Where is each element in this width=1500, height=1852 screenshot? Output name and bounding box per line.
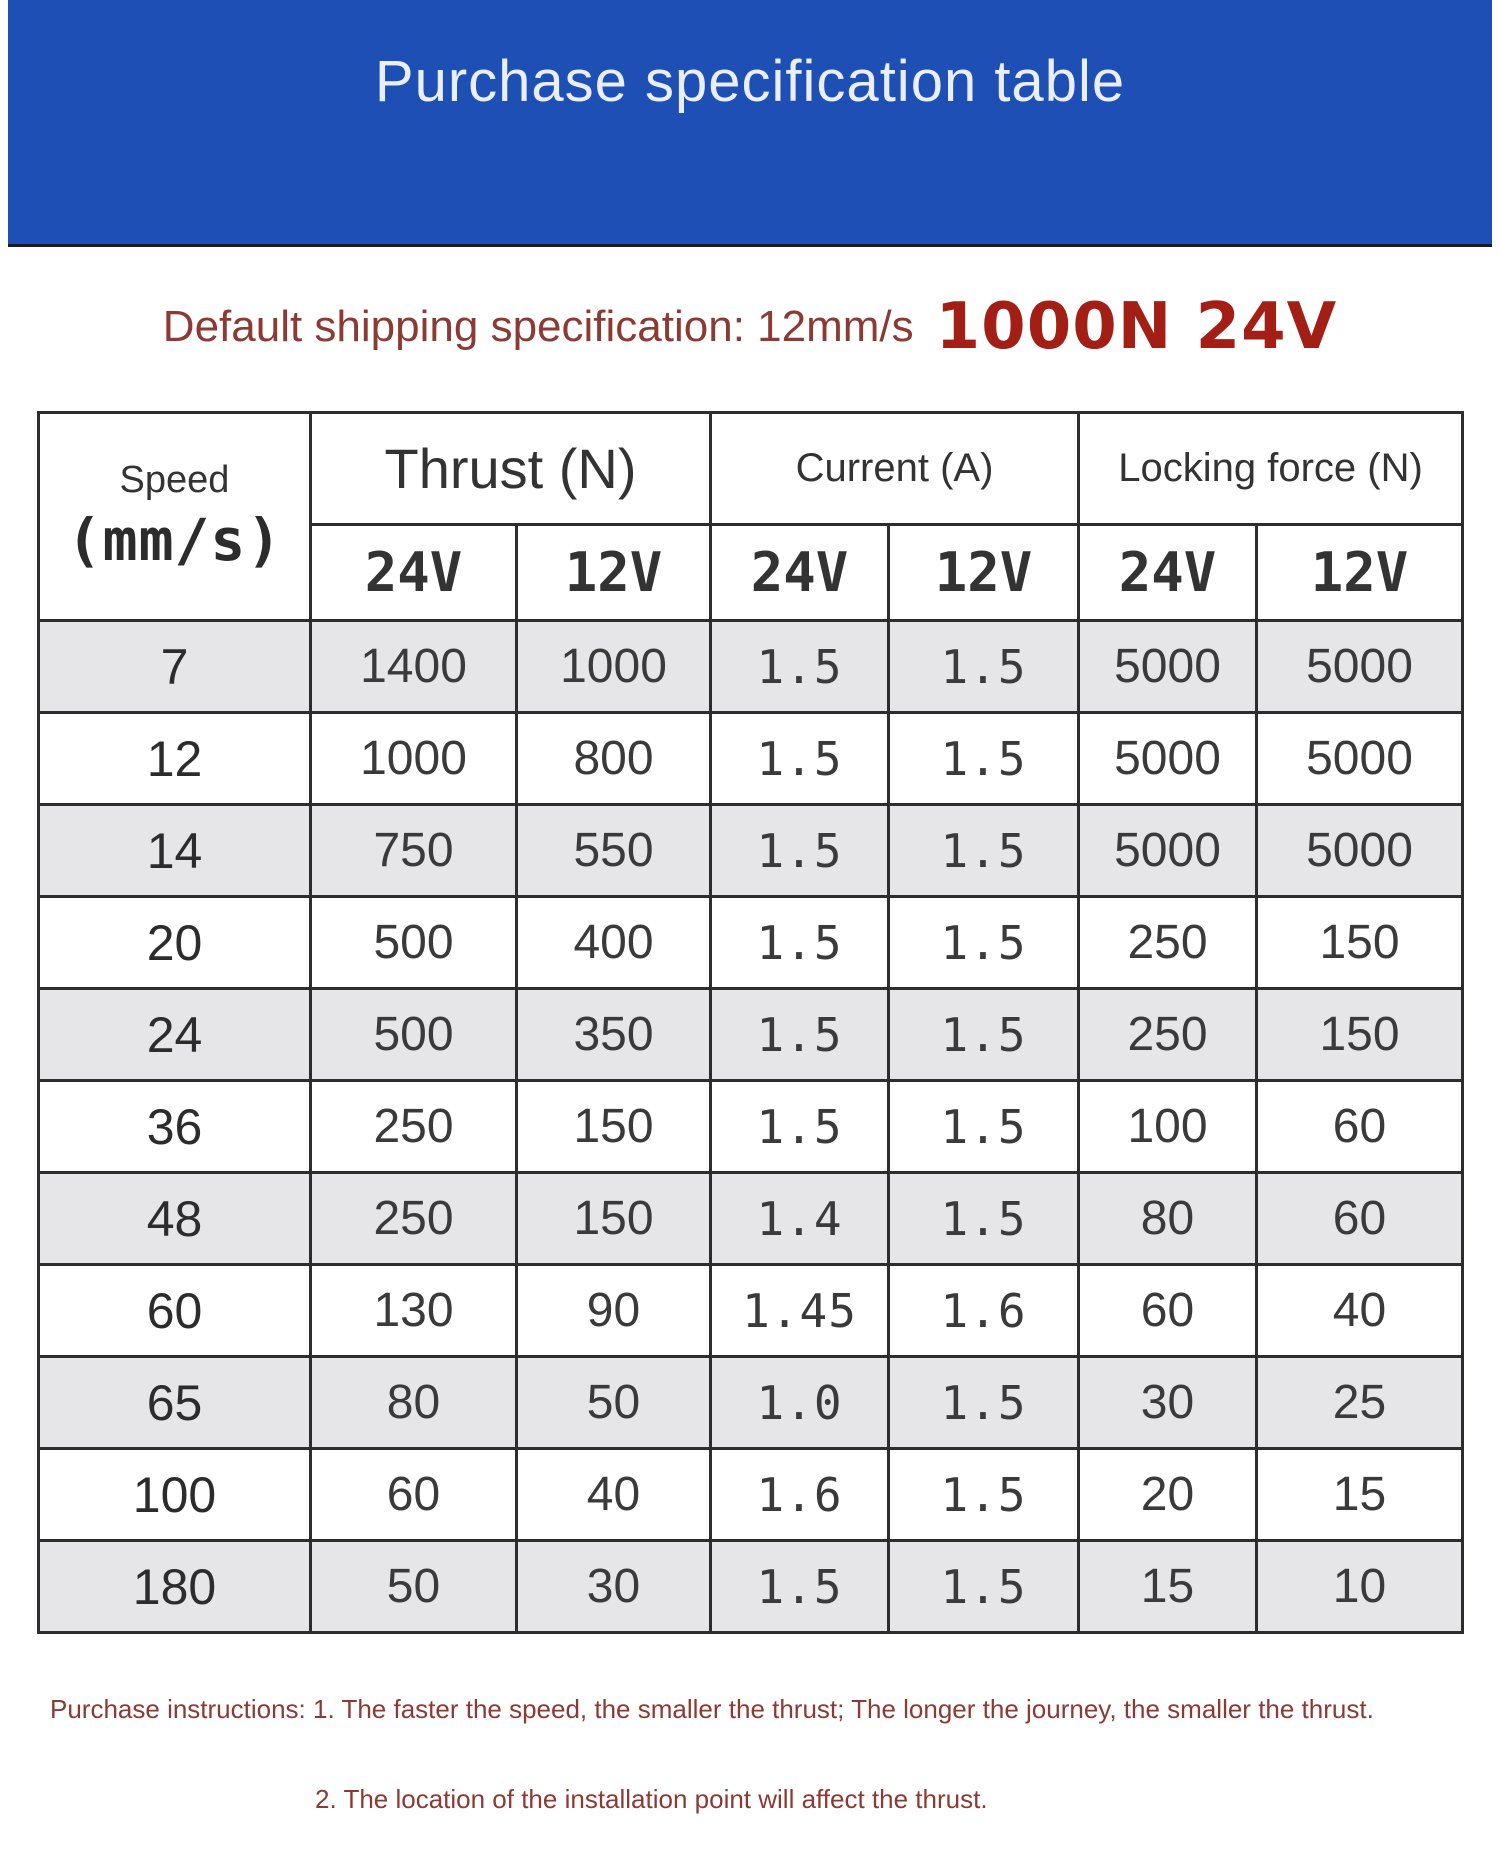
speed-header-label: Speed [119, 459, 230, 501]
locking-24v-cell: 5000 [1079, 621, 1257, 713]
thrust-12v-cell: 400 [517, 897, 711, 989]
speed-column-header [39, 413, 311, 621]
default-spec-highlight: 1000N 24V [935, 290, 1338, 364]
thrust-24v-cell: 250 [311, 1081, 517, 1173]
current-12v-cell: 1.5 [889, 805, 1079, 897]
speed-cell: 65 [39, 1357, 311, 1449]
locking-12v-cell: 15 [1257, 1449, 1463, 1541]
current-12v-cell: 1.5 [889, 713, 1079, 805]
current-12v-cell: 1.5 [889, 989, 1079, 1081]
current-12v-cell: 1.5 [889, 897, 1079, 989]
thrust-24v-header: 24V [311, 525, 517, 621]
locking-12v-cell: 60 [1257, 1173, 1463, 1265]
table-row [39, 713, 1463, 805]
locking-12v-cell: 10 [1257, 1541, 1463, 1633]
table-row [39, 1449, 1463, 1541]
locking-24v-cell: 250 [1079, 897, 1257, 989]
page-title: Purchase specification table [374, 49, 1126, 114]
locking-24v-cell: 60 [1079, 1265, 1257, 1357]
speed-cell: 12 [39, 713, 311, 805]
current-12v-cell: 1.5 [889, 1357, 1079, 1449]
locking-12v-cell: 40 [1257, 1265, 1463, 1357]
locking-24v-header: 24V [1079, 525, 1257, 621]
speed-cell: 36 [39, 1081, 311, 1173]
current-24v-cell: 1.5 [711, 621, 889, 713]
speed-cell: 60 [39, 1265, 311, 1357]
current-24v-cell: 1.5 [711, 1081, 889, 1173]
current-24v-cell: 1.4 [711, 1173, 889, 1265]
table-row [39, 1081, 1463, 1173]
locking-12v-cell: 5000 [1257, 621, 1463, 713]
thrust-12v-cell: 800 [517, 713, 711, 805]
current-24v-header: 24V [711, 525, 889, 621]
current-24v-cell: 1.5 [711, 989, 889, 1081]
locking-force-header: Locking force (N) [1079, 413, 1463, 525]
thrust-24v-cell: 60 [311, 1449, 517, 1541]
table-row [39, 897, 1463, 989]
current-24v-cell: 1.45 [711, 1265, 889, 1357]
locking-12v-cell: 150 [1257, 989, 1463, 1081]
thrust-12v-cell: 350 [517, 989, 711, 1081]
thrust-12v-cell: 50 [517, 1357, 711, 1449]
thrust-24v-cell: 80 [311, 1357, 517, 1449]
locking-24v-cell: 100 [1079, 1081, 1257, 1173]
table-row [39, 805, 1463, 897]
table-row [39, 1173, 1463, 1265]
thrust-12v-cell: 550 [517, 805, 711, 897]
speed-cell: 48 [39, 1173, 311, 1265]
locking-12v-cell: 150 [1257, 897, 1463, 989]
default-spec-line [0, 290, 1500, 364]
current-12v-cell: 1.5 [889, 1081, 1079, 1173]
speed-cell: 24 [39, 989, 311, 1081]
header-banner [8, 0, 1492, 247]
speed-cell: 100 [39, 1449, 311, 1541]
current-12v-header: 12V [889, 525, 1079, 621]
locking-24v-cell: 5000 [1079, 805, 1257, 897]
table-row [39, 1357, 1463, 1449]
purchase-note-2: 2. The location of the installation point will affect the thrust. [315, 1784, 988, 1814]
current-12v-cell: 1.5 [889, 1173, 1079, 1265]
current-header: Current (A) [711, 413, 1079, 525]
table-row [39, 989, 1463, 1081]
locking-24v-cell: 30 [1079, 1357, 1257, 1449]
thrust-24v-cell: 50 [311, 1541, 517, 1633]
locking-24v-cell: 20 [1079, 1449, 1257, 1541]
purchase-note-1: Purchase instructions: 1. The faster the speed, the smaller the thrust; The longer the journey, the smaller the thrust. [50, 1694, 1374, 1724]
current-24v-cell: 1.5 [711, 713, 889, 805]
thrust-24v-cell: 130 [311, 1265, 517, 1357]
table-row [39, 621, 1463, 713]
locking-12v-cell: 60 [1257, 1081, 1463, 1173]
thrust-12v-cell: 1000 [517, 621, 711, 713]
locking-12v-cell: 5000 [1257, 713, 1463, 805]
table-row [39, 1541, 1463, 1633]
current-12v-cell: 1.5 [889, 621, 1079, 713]
locking-24v-cell: 250 [1079, 989, 1257, 1081]
speed-cell: 14 [39, 805, 311, 897]
thrust-12v-cell: 150 [517, 1081, 711, 1173]
speed-cell: 20 [39, 897, 311, 989]
thrust-24v-cell: 750 [311, 805, 517, 897]
current-24v-cell: 1.5 [711, 1541, 889, 1633]
speed-cell: 180 [39, 1541, 311, 1633]
current-24v-cell: 1.5 [711, 805, 889, 897]
locking-24v-cell: 5000 [1079, 713, 1257, 805]
thrust-12v-cell: 30 [517, 1541, 711, 1633]
thrust-12v-cell: 90 [517, 1265, 711, 1357]
thrust-header: Thrust (N) [311, 413, 711, 525]
thrust-12v-header: 12V [517, 525, 711, 621]
locking-24v-cell: 15 [1079, 1541, 1257, 1633]
default-spec-text: Default shipping specification: 12mm/s [162, 302, 914, 351]
specification-table [37, 411, 1464, 1634]
thrust-12v-cell: 40 [517, 1449, 711, 1541]
current-12v-cell: 1.6 [889, 1265, 1079, 1357]
table-row [39, 1265, 1463, 1357]
locking-12v-header: 12V [1257, 525, 1463, 621]
thrust-24v-cell: 1400 [311, 621, 517, 713]
speed-cell: 7 [39, 621, 311, 713]
current-12v-cell: 1.5 [889, 1541, 1079, 1633]
thrust-24v-cell: 500 [311, 897, 517, 989]
thrust-12v-cell: 150 [517, 1173, 711, 1265]
thrust-24v-cell: 500 [311, 989, 517, 1081]
locking-12v-cell: 25 [1257, 1357, 1463, 1449]
current-12v-cell: 1.5 [889, 1449, 1079, 1541]
current-24v-cell: 1.6 [711, 1449, 889, 1541]
thrust-24v-cell: 1000 [311, 713, 517, 805]
thrust-24v-cell: 250 [311, 1173, 517, 1265]
current-24v-cell: 1.5 [711, 897, 889, 989]
current-24v-cell: 1.0 [711, 1357, 889, 1449]
locking-24v-cell: 80 [1079, 1173, 1257, 1265]
locking-12v-cell: 5000 [1257, 805, 1463, 897]
speed-header-unit: (mm/s) [66, 506, 283, 574]
